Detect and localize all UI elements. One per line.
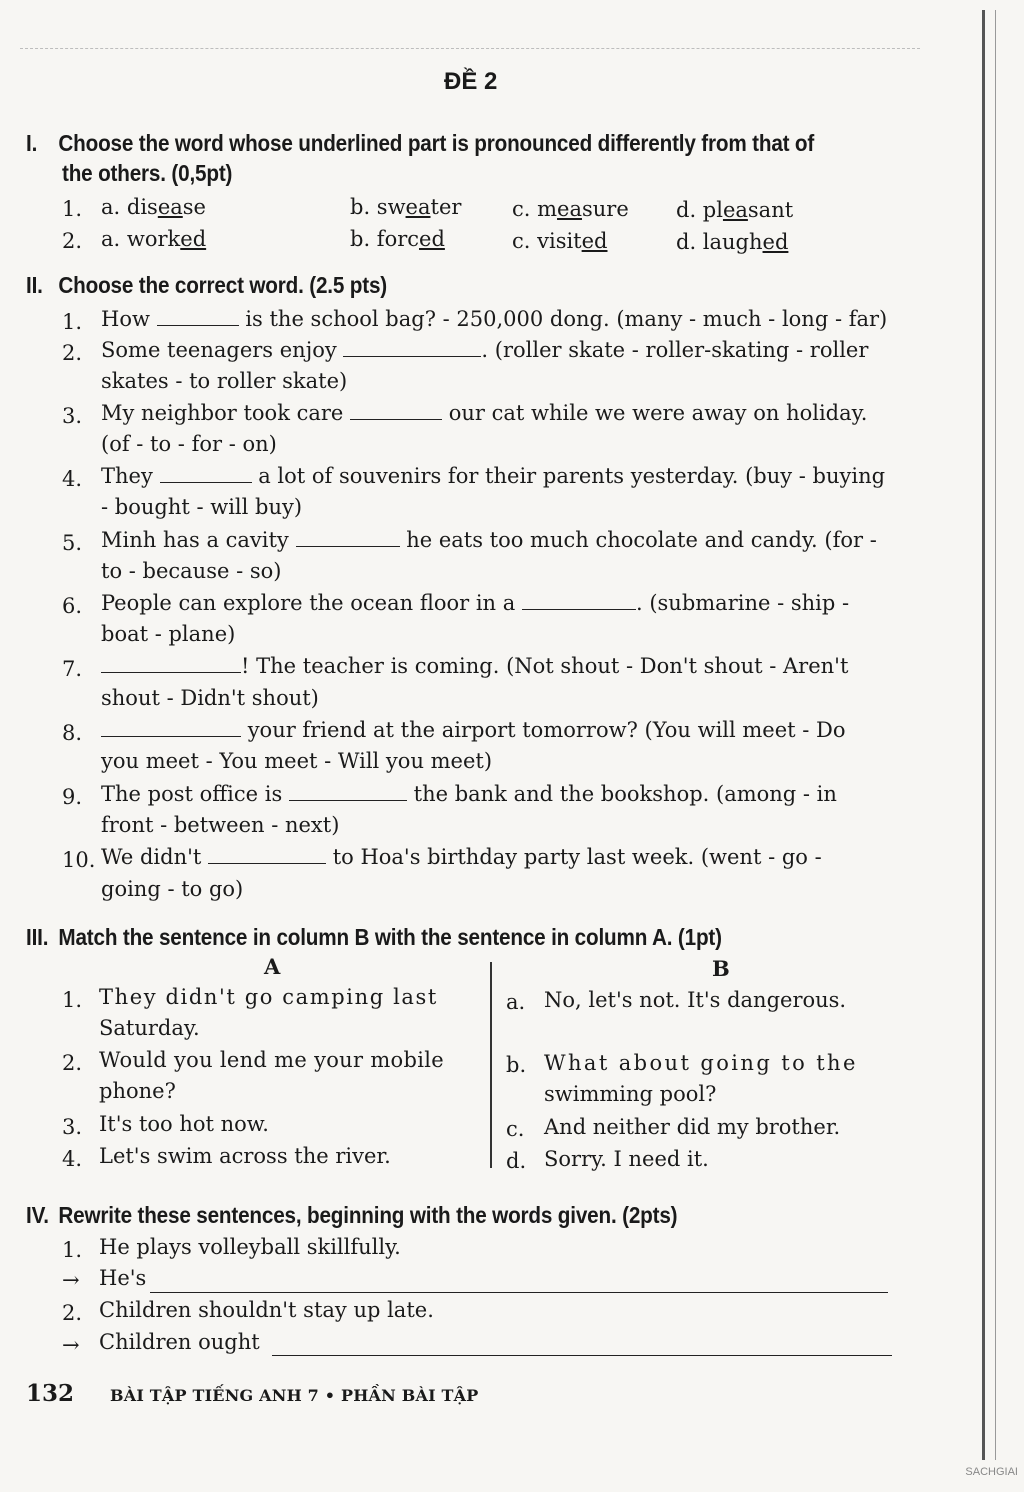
answer-blank[interactable]: [157, 307, 239, 326]
option-b: b. forced: [350, 227, 445, 251]
match-b-letter: d.: [506, 1149, 527, 1173]
page-title: ĐỀ 2: [444, 68, 498, 95]
watermark-logo: SACHGIAI: [965, 1466, 1018, 1478]
question-number: 10.: [62, 848, 96, 872]
question-number: 1.: [62, 1238, 83, 1262]
question-text-cont: - bought - will buy): [101, 495, 303, 519]
question-number: 4.: [62, 467, 83, 491]
question-number: 1.: [62, 310, 83, 334]
question-number: 5.: [62, 531, 83, 555]
option-a: a. disease: [101, 195, 206, 219]
answer-blank[interactable]: [101, 654, 241, 673]
question-text: The post office is the bank and the bookshop. (among - in: [101, 782, 837, 806]
option-d: d. pleasant: [676, 198, 794, 222]
question-number: 2.: [62, 1301, 83, 1325]
question-text: My neighbor took care our cat while we were away on holiday.: [101, 401, 868, 425]
answer-blank[interactable]: [101, 718, 241, 737]
book-title: BÀI TẬP TIẾNG ANH 7 • PHẦN BÀI TẬP: [110, 1386, 479, 1405]
question-number: 1.: [62, 197, 83, 221]
question-text: Some teenagers enjoy . (roller skate - roller-skating - roller: [101, 338, 869, 362]
match-b-text: What about going to the: [544, 1051, 858, 1075]
question-text: your friend at the airport tomorrow? (You will meet - Do: [101, 718, 846, 742]
question-number: 8.: [62, 721, 83, 745]
match-a-text: Let's swim across the river.: [99, 1144, 391, 1168]
question-text: ! The teacher is coming. (Not shout - Don't shout - Aren't: [101, 654, 848, 678]
question-text: We didn't to Hoa's birthday party last week. (went - go -: [101, 845, 822, 869]
match-b-text: And neither did my brother.: [544, 1115, 841, 1139]
match-a-number: 1.: [62, 988, 83, 1012]
question-number: 3.: [62, 404, 83, 428]
column-a-header: A: [264, 954, 281, 979]
option-c: c. measure: [512, 197, 629, 221]
rewrite-sentence: He plays volleyball skillfully.: [99, 1235, 401, 1259]
section-4-heading: IV. Rewrite these sentences, beginning with the words given. (2pts): [26, 1202, 678, 1228]
answer-blank[interactable]: [522, 591, 636, 610]
option-b: b. sweater: [350, 195, 462, 219]
top-divider: [20, 48, 920, 59]
option-a: a. worked: [101, 227, 207, 251]
match-a-text: It's too hot now.: [99, 1112, 269, 1136]
match-b-text: No, let's not. It's dangerous.: [544, 988, 847, 1012]
match-a-text: They didn't go camping last: [99, 985, 438, 1009]
answer-blank[interactable]: [296, 528, 400, 547]
question-number: 2.: [62, 341, 83, 365]
question-text-cont: shout - Didn't shout): [101, 686, 319, 710]
question-text-cont: boat - plane): [101, 622, 236, 646]
match-b-text-cont: swimming pool?: [544, 1082, 717, 1106]
question-text-cont: skates - to roller skate): [101, 369, 348, 393]
match-a-text-cont: phone?: [99, 1079, 176, 1103]
question-text-cont: to - because - so): [101, 559, 282, 583]
match-a-number: 4.: [62, 1147, 83, 1171]
match-a-text: Would you lend me your mobile: [99, 1048, 444, 1072]
question-number: 2.: [62, 229, 83, 253]
question-text-cont: front - between - next): [101, 813, 340, 837]
match-a-text-cont: Saturday.: [99, 1016, 200, 1040]
rewrite-start: He's: [99, 1266, 147, 1290]
question-text: People can explore the ocean floor in a . (submarine - ship -: [101, 591, 850, 615]
answer-blank[interactable]: [289, 782, 407, 801]
page-edge: [982, 10, 996, 1460]
arrow-icon: →: [62, 1333, 80, 1357]
question-number: 6.: [62, 594, 83, 618]
match-a-number: 2.: [62, 1051, 83, 1075]
section-2-heading: II. Choose the correct word. (2.5 pts): [26, 272, 387, 298]
match-b-letter: a.: [506, 990, 526, 1014]
section-1-heading: I. Choose the word whose underlined part is pronounced differently from that of: [26, 130, 815, 156]
page-number: 132: [26, 1380, 75, 1407]
question-number: 7.: [62, 657, 83, 681]
question-text-cont: you meet - You meet - Will you meet): [101, 749, 493, 773]
column-divider: [490, 962, 492, 1168]
match-a-number: 3.: [62, 1115, 83, 1139]
option-d: d. laughed: [676, 230, 789, 254]
question-text-cont: (of - to - for - on): [101, 432, 277, 456]
option-c: c. visited: [512, 229, 608, 253]
answer-blank[interactable]: [350, 401, 442, 420]
match-b-letter: b.: [506, 1053, 527, 1077]
answer-blank[interactable]: [208, 845, 326, 864]
question-text-cont: going - to go): [101, 877, 244, 901]
answer-line[interactable]: [272, 1355, 892, 1356]
rewrite-start: Children ought: [99, 1330, 260, 1354]
answer-line[interactable]: [150, 1292, 888, 1293]
arrow-icon: →: [62, 1268, 80, 1292]
question-text: They a lot of souvenirs for their parents yesterday. (buy - buying: [101, 464, 886, 488]
rewrite-sentence: Children shouldn't stay up late.: [99, 1298, 434, 1322]
section-1-heading-cont: the others. (0,5pt): [62, 160, 233, 186]
match-b-letter: c.: [506, 1117, 525, 1141]
section-3-heading: III. Match the sentence in column B with the sentence in column A. (1pt): [26, 924, 722, 950]
question-text: Minh has a cavity he eats too much chocolate and candy. (for -: [101, 528, 877, 552]
answer-blank[interactable]: [160, 464, 252, 483]
answer-blank[interactable]: [343, 338, 481, 357]
question-number: 9.: [62, 785, 83, 809]
column-b-header: B: [712, 956, 730, 981]
question-text: How is the school bag? - 250,000 dong. (many - much - long - far): [101, 307, 888, 331]
match-b-text: Sorry. I need it.: [544, 1147, 709, 1171]
